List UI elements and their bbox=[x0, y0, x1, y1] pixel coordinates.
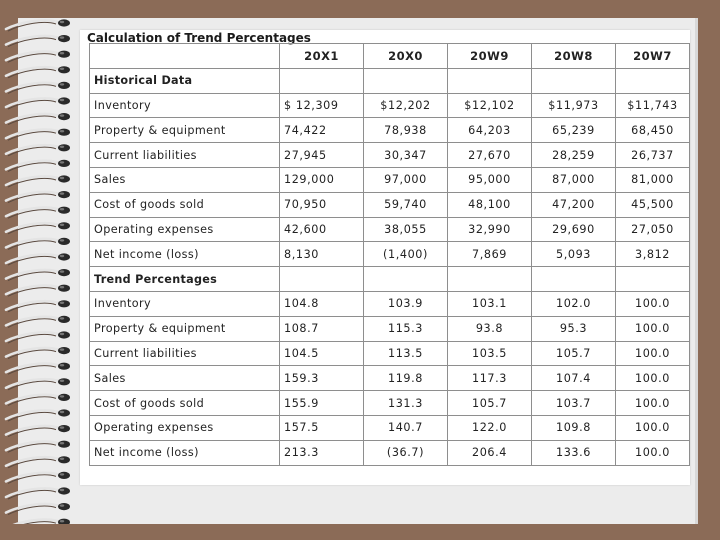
spiral-ring-icon bbox=[6, 409, 70, 421]
value-cell: 100.0 bbox=[616, 366, 690, 391]
value-cell: 100.0 bbox=[616, 341, 690, 366]
value-cell: 103.9 bbox=[364, 291, 448, 316]
spiral-ring-icon bbox=[6, 331, 70, 343]
empty-cell bbox=[280, 267, 364, 292]
row-label: Sales bbox=[90, 366, 280, 391]
value-cell: 119.8 bbox=[364, 366, 448, 391]
value-cell: $11,973 bbox=[532, 93, 616, 118]
spiral-ring-icon bbox=[6, 35, 70, 47]
value-cell: 104.8 bbox=[280, 291, 364, 316]
value-cell: 122.0 bbox=[448, 415, 532, 440]
value-cell: 27,050 bbox=[616, 217, 690, 242]
value-cell: 45,500 bbox=[616, 192, 690, 217]
value-cell: 28,259 bbox=[532, 143, 616, 168]
row-label: Sales bbox=[90, 167, 280, 192]
value-cell: 108.7 bbox=[280, 316, 364, 341]
value-cell: 97,000 bbox=[364, 167, 448, 192]
trend-table bbox=[89, 43, 690, 466]
spiral-ring-icon bbox=[6, 113, 70, 125]
value-cell: (1,400) bbox=[364, 242, 448, 267]
empty-cell bbox=[280, 68, 364, 93]
value-cell: 5,093 bbox=[532, 242, 616, 267]
column-header: 20W9 bbox=[448, 44, 532, 69]
spiral-ring-icon bbox=[6, 285, 70, 297]
table-row bbox=[90, 93, 690, 118]
empty-cell bbox=[616, 267, 690, 292]
value-cell: 105.7 bbox=[532, 341, 616, 366]
table-row bbox=[90, 118, 690, 143]
value-cell: 105.7 bbox=[448, 391, 532, 416]
table-row bbox=[90, 192, 690, 217]
value-cell: 74,422 bbox=[280, 118, 364, 143]
spiral-ring-icon bbox=[6, 363, 70, 375]
empty-cell bbox=[532, 267, 616, 292]
spiral-ring-icon bbox=[6, 222, 70, 234]
spiral-ring-icon bbox=[6, 347, 70, 359]
spiral-ring-icon bbox=[6, 207, 70, 219]
value-cell: 100.0 bbox=[616, 291, 690, 316]
table-row bbox=[90, 391, 690, 416]
column-header: 20X1 bbox=[280, 44, 364, 69]
row-label: Cost of goods sold bbox=[90, 192, 280, 217]
value-cell: 133.6 bbox=[532, 440, 616, 465]
value-cell: 140.7 bbox=[364, 415, 448, 440]
table-row bbox=[90, 366, 690, 391]
value-cell: 42,600 bbox=[280, 217, 364, 242]
value-cell: 107.4 bbox=[532, 366, 616, 391]
value-cell: 103.7 bbox=[532, 391, 616, 416]
section-row bbox=[90, 68, 690, 93]
value-cell: 29,690 bbox=[532, 217, 616, 242]
header-row bbox=[90, 44, 690, 69]
spiral-ring-icon bbox=[6, 51, 70, 63]
value-cell: 117.3 bbox=[448, 366, 532, 391]
value-cell: (36.7) bbox=[364, 440, 448, 465]
value-cell: 157.5 bbox=[280, 415, 364, 440]
column-header: 20X0 bbox=[364, 44, 448, 69]
value-cell: 102.0 bbox=[532, 291, 616, 316]
value-cell: 103.1 bbox=[448, 291, 532, 316]
value-cell: $12,102 bbox=[448, 93, 532, 118]
table-row bbox=[90, 143, 690, 168]
spiral-ring-icon bbox=[6, 66, 70, 78]
section-heading: Trend Percentages bbox=[90, 267, 280, 292]
value-cell: 109.8 bbox=[532, 415, 616, 440]
value-cell: 87,000 bbox=[532, 167, 616, 192]
value-cell: 131.3 bbox=[364, 391, 448, 416]
table-row bbox=[90, 217, 690, 242]
column-header: 20W7 bbox=[616, 44, 690, 69]
spiral-ring-icon bbox=[6, 378, 70, 390]
table-row bbox=[90, 341, 690, 366]
value-cell: 70,950 bbox=[280, 192, 364, 217]
value-cell: 100.0 bbox=[616, 391, 690, 416]
spiral-ring-icon bbox=[6, 503, 70, 515]
section-row bbox=[90, 267, 690, 292]
spiral-ring-icon bbox=[6, 82, 70, 94]
spiral-ring-icon bbox=[6, 269, 70, 281]
empty-cell bbox=[448, 68, 532, 93]
row-label: Operating expenses bbox=[90, 217, 280, 242]
row-label: Cost of goods sold bbox=[90, 391, 280, 416]
empty-cell bbox=[532, 68, 616, 93]
spiral-ring-icon bbox=[6, 300, 70, 312]
value-cell: 48,100 bbox=[448, 192, 532, 217]
value-cell: 159.3 bbox=[280, 366, 364, 391]
spiral-ring-icon bbox=[6, 238, 70, 250]
empty-cell bbox=[616, 68, 690, 93]
value-cell: 7,869 bbox=[448, 242, 532, 267]
spiral-ring-icon bbox=[6, 425, 70, 437]
spiral-ring-icon bbox=[6, 191, 70, 203]
table-row bbox=[90, 415, 690, 440]
value-cell: 113.5 bbox=[364, 341, 448, 366]
value-cell: 26,737 bbox=[616, 143, 690, 168]
value-cell: 27,670 bbox=[448, 143, 532, 168]
value-cell: 65,239 bbox=[532, 118, 616, 143]
spiral-ring-icon bbox=[6, 487, 70, 499]
table-row bbox=[90, 316, 690, 341]
spiral-ring-icon bbox=[6, 316, 70, 328]
value-cell: 95.3 bbox=[532, 316, 616, 341]
value-cell: 93.8 bbox=[448, 316, 532, 341]
row-label: Net income (loss) bbox=[90, 440, 280, 465]
section-heading: Historical Data bbox=[90, 68, 280, 93]
value-cell: 100.0 bbox=[616, 415, 690, 440]
spiral-ring-icon bbox=[6, 472, 70, 484]
value-cell: 100.0 bbox=[616, 440, 690, 465]
value-cell: 64,203 bbox=[448, 118, 532, 143]
value-cell: $12,202 bbox=[364, 93, 448, 118]
spiral-ring-icon bbox=[6, 144, 70, 156]
spiral-ring-icon bbox=[6, 394, 70, 406]
value-cell: 32,990 bbox=[448, 217, 532, 242]
row-label: Current liabilities bbox=[90, 341, 280, 366]
value-cell: 115.3 bbox=[364, 316, 448, 341]
spiral-ring-icon bbox=[6, 175, 70, 187]
spiral-ring-icon bbox=[6, 441, 70, 453]
value-cell: 104.5 bbox=[280, 341, 364, 366]
spiral-ring-icon bbox=[6, 97, 70, 109]
value-cell: 38,055 bbox=[364, 217, 448, 242]
value-cell: 206.4 bbox=[448, 440, 532, 465]
table-row bbox=[90, 440, 690, 465]
value-cell: 81,000 bbox=[616, 167, 690, 192]
value-cell: $11,743 bbox=[616, 93, 690, 118]
value-cell: 78,938 bbox=[364, 118, 448, 143]
value-cell: 30,347 bbox=[364, 143, 448, 168]
table-row bbox=[90, 291, 690, 316]
value-cell: 213.3 bbox=[280, 440, 364, 465]
spiral-ring-icon bbox=[6, 519, 70, 524]
value-cell: 68,450 bbox=[616, 118, 690, 143]
spiral-ring-icon bbox=[6, 19, 70, 31]
empty-cell bbox=[364, 68, 448, 93]
row-label: Property & equipment bbox=[90, 118, 280, 143]
spiral-ring-icon bbox=[6, 160, 70, 172]
spiral-ring-icon bbox=[6, 129, 70, 141]
value-cell: 59,740 bbox=[364, 192, 448, 217]
table-row bbox=[90, 167, 690, 192]
spiral-ring-icon bbox=[6, 253, 70, 265]
table-title: Calculation of Trend Percentages bbox=[87, 31, 311, 45]
row-label: Property & equipment bbox=[90, 316, 280, 341]
row-label: Operating expenses bbox=[90, 415, 280, 440]
empty-cell bbox=[364, 267, 448, 292]
value-cell: 103.5 bbox=[448, 341, 532, 366]
table-row bbox=[90, 242, 690, 267]
value-cell: 95,000 bbox=[448, 167, 532, 192]
value-cell: 155.9 bbox=[280, 391, 364, 416]
value-cell: $ 12,309 bbox=[280, 93, 364, 118]
column-header: 20W8 bbox=[532, 44, 616, 69]
spiral-binding-icon bbox=[0, 14, 90, 524]
value-cell: 3,812 bbox=[616, 242, 690, 267]
spiral-ring-icon bbox=[6, 456, 70, 468]
row-label: Current liabilities bbox=[90, 143, 280, 168]
empty-cell bbox=[448, 267, 532, 292]
row-label: Inventory bbox=[90, 291, 280, 316]
header-corner bbox=[90, 44, 280, 69]
value-cell: 27,945 bbox=[280, 143, 364, 168]
row-label: Inventory bbox=[90, 93, 280, 118]
row-label: Net income (loss) bbox=[90, 242, 280, 267]
value-cell: 100.0 bbox=[616, 316, 690, 341]
value-cell: 47,200 bbox=[532, 192, 616, 217]
value-cell: 129,000 bbox=[280, 167, 364, 192]
value-cell: 8,130 bbox=[280, 242, 364, 267]
